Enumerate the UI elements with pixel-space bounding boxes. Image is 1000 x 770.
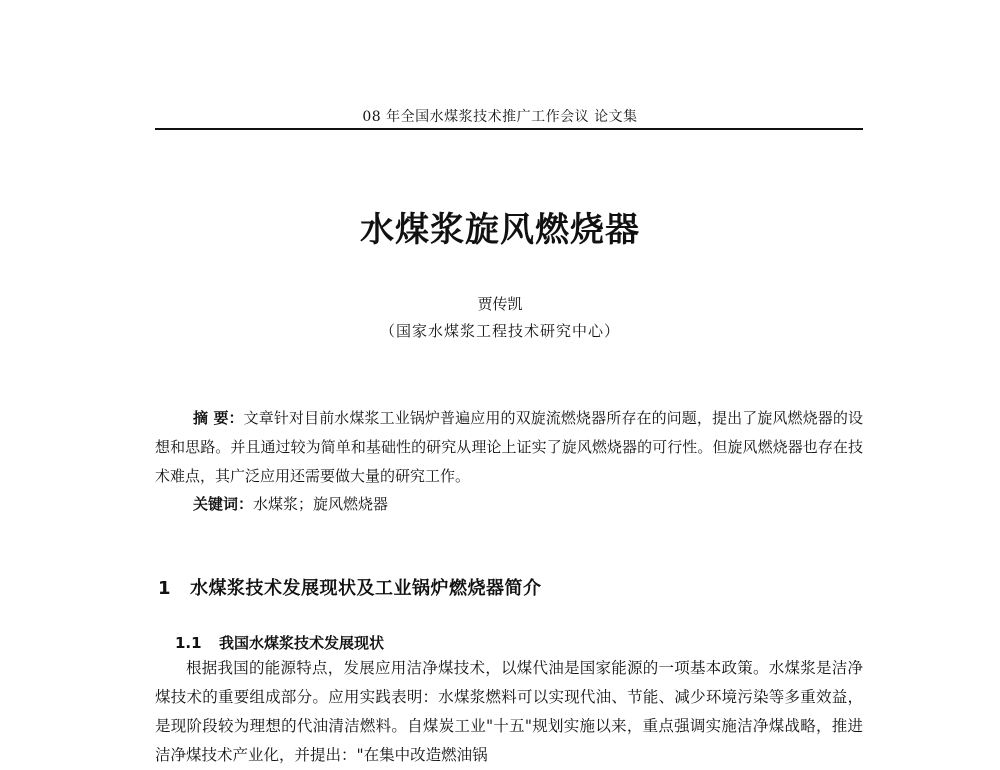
author-name: 贾传凯	[477, 295, 523, 313]
section-number: 1	[158, 578, 172, 599]
abstract-text: 文章针对目前水煤浆工业锅炉普遍应用的双旋流燃烧器所存在的问题，提出了旋风燃烧器的设想和思路。并且通过较为简单和基础性的研究从理论上证实了旋风燃烧器的可行性。但旋风燃烧器也存在技术难点，其广泛应用还需要做大量的研究工作。	[155, 409, 863, 485]
abstract-label: 摘 要：	[193, 409, 244, 427]
keywords-label: 关键词：	[193, 495, 254, 513]
paper-title: 水煤浆旋风燃烧器	[360, 210, 640, 250]
author-affiliation: （国家水煤浆工程技术研究中心）	[379, 322, 620, 340]
section-title: 水煤浆技术发展现状及工业锅炉燃烧器简介	[190, 578, 542, 599]
keywords	[193, 490, 863, 519]
section-heading	[158, 574, 542, 600]
keywords-text: 水煤浆；旋风燃烧器	[253, 495, 389, 513]
running-header: 08 年全国水煤浆技术推广工作会议 论文集	[362, 109, 638, 125]
body-paragraph: 根据我国的能源特点，发展应用洁净煤技术，以煤代油是国家能源的一项基本政策。水煤浆是洁净煤技术的重要组成部分。应用实践表明：水煤浆燃料可以实现代油、节能、减少环境污染等多重效益，是现阶段较为理想的代油清洁燃料。自煤炭工业"十五"规划实施以来，重点强调实施洁净煤战略，推进洁净煤技术产业化，并提出："在集中改造燃油锅	[155, 659, 863, 764]
subsection-heading	[175, 632, 384, 653]
subsection-title: 我国水煤浆技术发展现状	[219, 634, 385, 652]
header-rule	[155, 128, 863, 130]
subsection-number: 1.1	[175, 634, 202, 652]
abstract	[155, 404, 863, 491]
